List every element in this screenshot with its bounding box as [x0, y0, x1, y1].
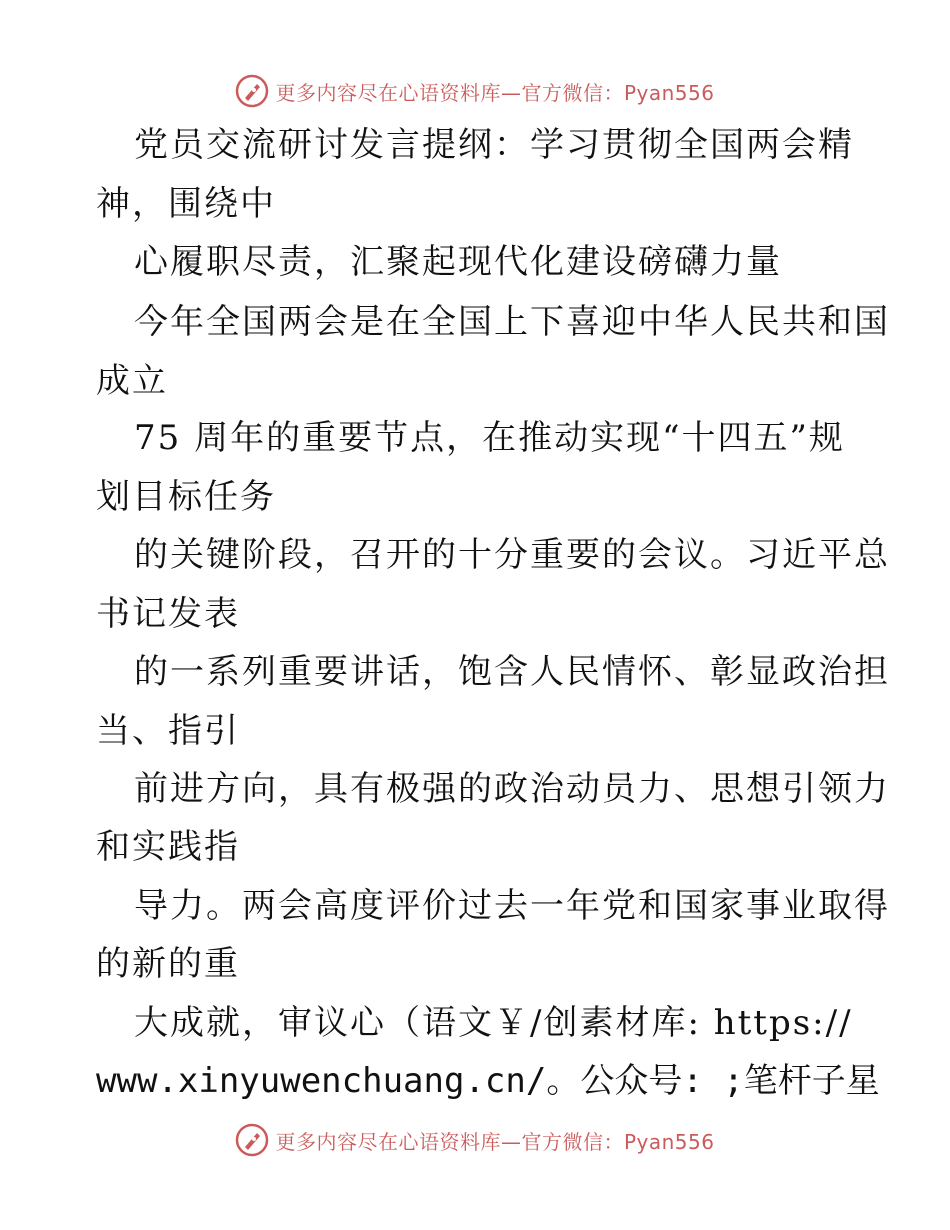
doc-line-2: 神，围绕中 — [96, 184, 276, 224]
doc-line-5: 成立 — [96, 361, 168, 401]
doc-line-15: 的新的重 — [96, 944, 240, 984]
watermark-text: 更多内容尽在心语资料库—官方微信：Pyan556 — [275, 80, 715, 105]
doc-line-1: 党员交流研讨发言提纲：学习贯彻全国两会精 — [134, 125, 854, 165]
doc-line-4: 今年全国两会是在全国上下喜迎中华人民共和国 — [134, 302, 890, 342]
doc-line-16: 大成就，审议心（语文￥/创素材库: https:// — [134, 1003, 853, 1043]
doc-line-10: 的一系列重要讲话，饱含人民情怀、彰显政治担 — [134, 652, 890, 692]
doc-line-7: 划目标任务 — [96, 477, 276, 517]
doc-line-11: 当、指引 — [96, 711, 240, 751]
watermark-text: 更多内容尽在心语资料库—官方微信：Pyan556 — [275, 1129, 715, 1154]
doc-line-13: 和实践指 — [96, 827, 240, 867]
doc-line-9: 书记发表 — [96, 594, 240, 634]
doc-line-17: www.xinyuwenchuang.cn/。公众号: ;笔杆子星 — [96, 1061, 880, 1101]
doc-line-14: 导力。两会高度评价过去一年党和国家事业取得 — [134, 886, 890, 926]
doc-line-8: 的关键阶段，召开的十分重要的会议。习近平总 — [134, 535, 890, 575]
watermark-footer — [0, 1120, 950, 1160]
doc-line-12: 前进方向，具有极强的政治动员力、思想引领力 — [134, 769, 890, 809]
doc-line-3: 心履职尽责，汇聚起现代化建设磅礴力量 — [134, 242, 782, 282]
doc-line-6: 75 周年的重要节点，在推动实现“十四五”规 — [134, 418, 845, 458]
pen-nib-logo-icon — [235, 1123, 269, 1157]
